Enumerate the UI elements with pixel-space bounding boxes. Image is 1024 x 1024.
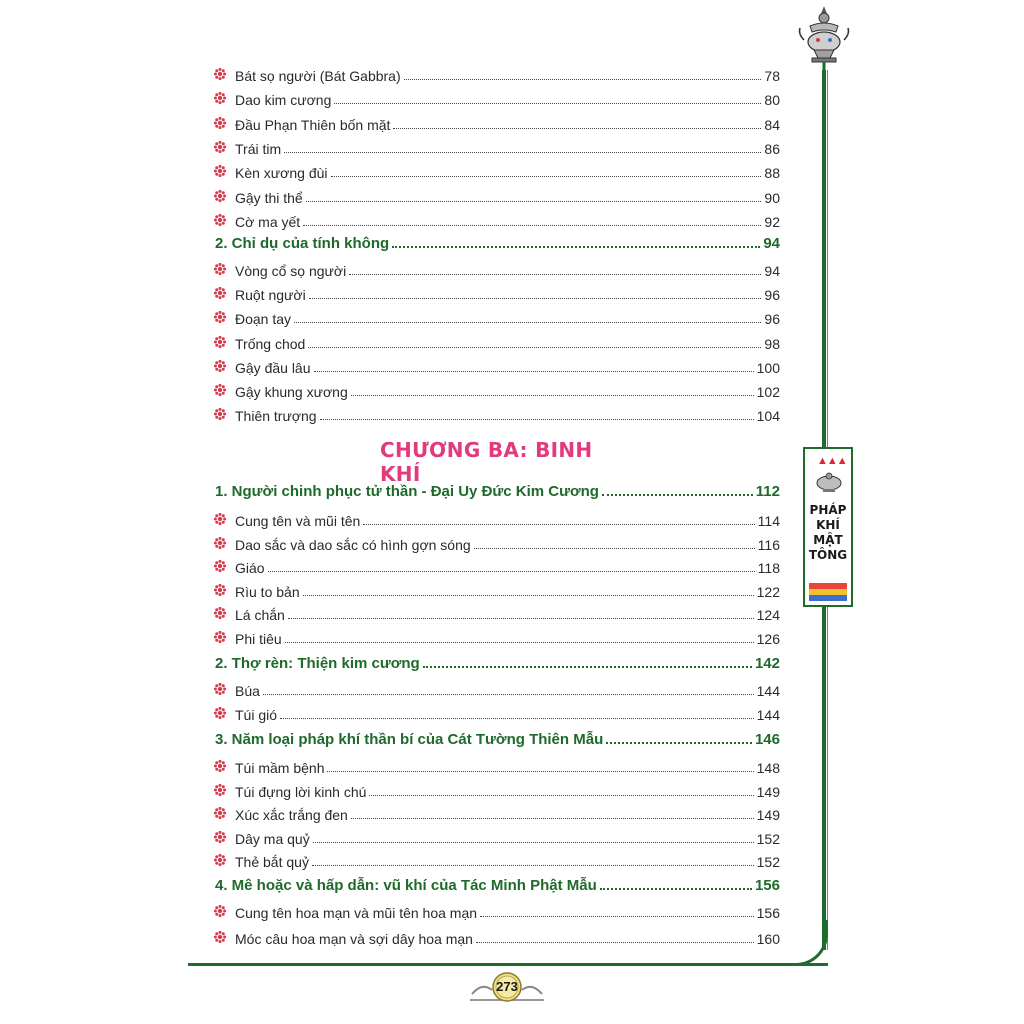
toc-page-number: 152	[756, 830, 780, 847]
dharma-vase-ornament-icon	[796, 4, 852, 70]
toc-section-heading	[215, 232, 780, 252]
toc-entry	[213, 509, 780, 529]
dot-leader	[320, 419, 754, 420]
toc-page-number: 144	[756, 707, 780, 723]
toc-entry-title: Túi mầm bệnh	[235, 760, 325, 776]
toc-entry-title: Dao kim cương	[235, 92, 332, 109]
toc-entry-title: Đoạn tay	[235, 311, 292, 328]
toc-page-number: 94	[763, 235, 780, 252]
bullet-flower-icon	[213, 759, 227, 773]
bullet-flower-icon	[213, 67, 227, 81]
toc-entry	[213, 679, 780, 699]
bullet-flower-icon	[213, 262, 227, 276]
dot-leader	[363, 524, 754, 525]
bullet-flower-icon	[213, 830, 227, 844]
bullet-flower-icon	[213, 140, 227, 154]
toc-entry-title: Xúc xắc trắng đen	[235, 807, 348, 824]
toc-entry	[213, 380, 780, 400]
bullet-flower-icon	[213, 806, 227, 820]
dot-leader	[331, 176, 762, 177]
dot-leader	[308, 347, 761, 348]
bullet-flower-icon	[213, 536, 227, 550]
toc-page-number: 124	[756, 607, 780, 624]
toc-entry	[213, 356, 780, 376]
stripe-blue	[809, 595, 847, 601]
toc-entry	[213, 210, 780, 230]
dot-leader	[280, 718, 754, 719]
side-tab-color-stripes	[809, 583, 847, 601]
toc-entry	[213, 137, 780, 157]
toc-page-number: 144	[756, 683, 780, 699]
toc-entry	[213, 756, 780, 776]
dot-leader	[334, 103, 761, 104]
bullet-flower-icon	[213, 706, 227, 720]
toc-entry	[213, 533, 780, 553]
toc-entry-title: Trái tim	[235, 140, 282, 157]
dot-leader	[476, 942, 754, 943]
dot-leader	[351, 818, 754, 819]
bullet-flower-icon	[213, 213, 227, 227]
toc-entry-title: Rìu to bản	[235, 583, 300, 600]
dot-leader	[423, 666, 752, 668]
toc-entry	[213, 88, 780, 108]
toc-page-number: 92	[764, 213, 780, 230]
dot-leader	[351, 395, 754, 396]
toc-entry	[213, 927, 780, 947]
bullet-flower-icon	[213, 359, 227, 373]
toc-entry-title: Thiên trượng	[235, 408, 317, 425]
bullet-flower-icon	[213, 407, 227, 421]
toc-entry	[213, 186, 780, 206]
toc-page-number: 80	[764, 92, 780, 109]
dot-leader	[268, 571, 755, 572]
toc-entry	[213, 404, 780, 424]
toc-entry	[213, 113, 780, 133]
page-number-text: 273	[496, 979, 518, 994]
dot-leader	[288, 618, 754, 619]
bullet-flower-icon	[213, 286, 227, 300]
toc-entry	[213, 703, 780, 723]
dot-leader	[303, 595, 754, 596]
dot-leader	[312, 865, 754, 866]
toc-entry-title: Ruột người	[235, 287, 306, 304]
toc-page-number: 112	[755, 483, 780, 500]
bullet-flower-icon	[213, 91, 227, 105]
dot-leader	[303, 225, 761, 226]
bullet-flower-icon	[213, 783, 227, 797]
toc-entry-title: Thẻ bắt quỷ	[235, 854, 309, 871]
toc-page-number: 118	[757, 560, 780, 577]
toc-entry	[213, 627, 780, 647]
toc-page-number: 149	[756, 807, 780, 824]
toc-page-number: 94	[764, 263, 780, 279]
toc-entry-title: Cung tên hoa mạn và mũi tên hoa mạn	[235, 905, 478, 921]
toc-entry-title: 3. Năm loại pháp khí thần bí của Cát Tường Thiên Mẫu	[215, 731, 604, 748]
toc-entry	[213, 803, 780, 823]
toc-entry-title: Gậy đầu lâu	[235, 359, 311, 376]
toc-entry-title: 1. Người chinh phục tử thần - Đại Uy Đức Kim Cương	[215, 483, 599, 500]
dot-leader	[369, 795, 753, 796]
toc-page-number: 96	[764, 311, 780, 328]
toc-entry-title: Lá chắn	[235, 607, 285, 624]
toc-entry-title: Trống chod	[235, 335, 306, 352]
toc-entry-title: Vòng cổ sọ người	[235, 263, 347, 279]
bullet-flower-icon	[213, 853, 227, 867]
bullet-flower-icon	[213, 606, 227, 620]
toc-entry	[213, 780, 780, 800]
bullet-flower-icon	[213, 630, 227, 644]
toc-entry-title: Đầu Phạn Thiên bốn mặt	[235, 116, 391, 133]
toc-entry	[213, 307, 780, 327]
toc-entry-title: Kèn xương đùi	[235, 165, 328, 182]
dot-leader	[602, 494, 753, 496]
toc-entry-title: 2. Chỉ dụ của tính không	[215, 235, 390, 252]
dot-leader	[393, 128, 761, 129]
toc-entry	[213, 161, 780, 181]
bullet-flower-icon	[213, 930, 227, 944]
toc-entry-title: Cung tên và mũi tên	[235, 513, 361, 529]
toc-page-number: 116	[757, 536, 780, 553]
toc-section-heading	[215, 652, 780, 672]
toc-page-number: 160	[756, 931, 780, 947]
toc-page-number: 78	[764, 68, 780, 84]
toc-entry-title: Phi tiêu	[235, 631, 282, 647]
toc-entry-title: Búa	[235, 683, 260, 699]
toc-entry-title: Dao sắc và dao sắc có hình gợn sóng	[235, 536, 471, 553]
toc-section-heading	[215, 874, 780, 894]
bottom-border-line	[188, 963, 828, 966]
toc-entry	[213, 603, 780, 623]
bullet-flower-icon	[213, 682, 227, 696]
toc-page-number: 88	[764, 165, 780, 182]
toc-entry	[213, 332, 780, 352]
dot-leader	[600, 888, 752, 890]
toc-page-number: 156	[754, 877, 780, 894]
toc-page-number: 156	[756, 905, 780, 921]
vase-emblem-icon	[815, 471, 843, 493]
toc-entry-title: Bát sọ người (Bát Gabbra)	[235, 68, 401, 84]
toc-section-heading	[215, 480, 780, 500]
dot-leader	[314, 371, 754, 372]
dot-leader	[263, 694, 754, 695]
dot-leader	[404, 79, 762, 80]
toc-entry-title: 2. Thợ rèn: Thiện kim cương	[215, 655, 420, 672]
toc-entry	[213, 259, 780, 279]
dot-leader	[480, 916, 754, 917]
toc-page-number: 146	[754, 731, 780, 748]
toc-entry-title: 4. Mê hoặc và hấp dẫn: vũ khí của Tác Minh Phật Mẫu	[215, 877, 597, 894]
toc-page-number: 86	[764, 140, 780, 157]
toc-page-number: 100	[756, 359, 780, 376]
toc-page-number: 104	[756, 408, 780, 425]
border-corner-curve	[790, 920, 828, 966]
toc-page-number: 148	[756, 760, 780, 776]
bullet-flower-icon	[213, 559, 227, 573]
toc-section-heading	[215, 728, 780, 748]
toc-entry	[213, 64, 780, 84]
bullet-flower-icon	[213, 310, 227, 324]
toc-page-number: 142	[754, 655, 780, 672]
dot-leader	[294, 322, 761, 323]
bullet-flower-icon	[213, 904, 227, 918]
dot-leader	[474, 548, 755, 549]
toc-entry	[213, 283, 780, 303]
dot-leader	[327, 771, 753, 772]
bullet-flower-icon	[213, 383, 227, 397]
side-tab-label	[803, 447, 853, 607]
toc-entry-title: Túi gió	[235, 707, 278, 723]
toc-entry	[213, 580, 780, 600]
toc-page-number: 102	[756, 384, 780, 400]
page-number-badge	[468, 972, 546, 1006]
bullet-flower-icon	[213, 335, 227, 349]
toc-entry	[213, 850, 780, 870]
toc-entry-title: Móc câu hoa mạn và sợi dây hoa mạn	[235, 931, 473, 947]
bullet-flower-icon	[213, 583, 227, 597]
toc-entry-title: Túi đựng lời kinh chú	[235, 783, 367, 800]
toc-entry-title: Gậy thi thể	[235, 189, 303, 206]
toc-page-number: 98	[764, 335, 780, 352]
bullet-flower-icon	[213, 116, 227, 130]
toc-entry-title: Cờ ma yết	[235, 213, 301, 230]
toc-page-number: 96	[764, 287, 780, 304]
dot-leader	[284, 152, 761, 153]
toc-entry-title: Giáo	[235, 560, 265, 577]
toc-entry-title: Dây ma quỷ	[235, 830, 310, 847]
toc-entry	[213, 827, 780, 847]
dot-leader	[309, 298, 762, 299]
toc-page-number: 126	[756, 631, 780, 647]
bullet-flower-icon	[213, 512, 227, 526]
toc-page-number: 84	[764, 116, 780, 133]
toc-entry	[213, 901, 780, 921]
toc-page-number: 90	[764, 189, 780, 206]
side-tab-arrows: ▲▲▲	[817, 455, 847, 467]
dot-leader	[313, 842, 754, 843]
bullet-flower-icon	[213, 189, 227, 203]
dot-leader	[285, 642, 754, 643]
dot-leader	[306, 201, 762, 202]
dot-leader	[349, 274, 761, 275]
chapter-title: CHƯƠNG BA: BINH KHÍ	[380, 438, 593, 486]
bullet-flower-icon	[213, 164, 227, 178]
toc-page-number: 122	[756, 583, 780, 600]
toc-entry-title: Gậy khung xương	[235, 384, 348, 400]
toc-page-number: 114	[757, 513, 780, 529]
dot-leader	[392, 246, 760, 248]
toc-page-number: 152	[756, 854, 780, 871]
toc-page-number: 149	[756, 783, 780, 800]
side-tab-text: PHÁP KHÍ MẬT TÔNG	[808, 503, 848, 562]
dot-leader	[606, 742, 752, 744]
toc-entry	[213, 556, 780, 576]
